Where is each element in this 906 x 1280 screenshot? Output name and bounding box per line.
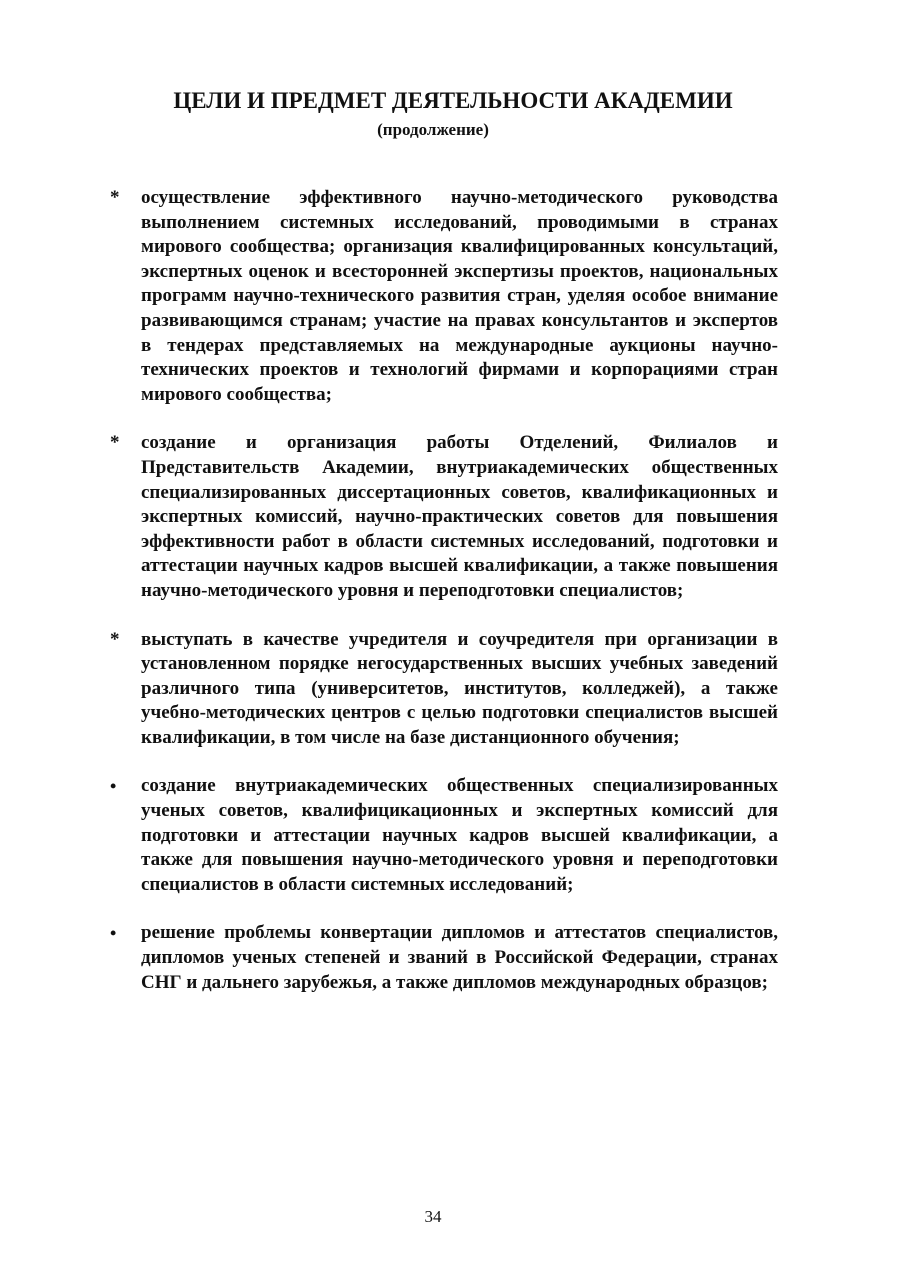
list-item <box>110 628 778 751</box>
list-item-text: решение проблемы конвертации дипломов и аттестатов специалистов, дипломов ученых степеней и званий в Российской Федерации, странах СНГ и дальнего зарубежья, а также дипломов международных образцов; <box>141 922 778 993</box>
page-number: 34 <box>424 1207 442 1226</box>
list-item-text: выступать в качестве учредителя и соучредителя при организации в установленном порядке негосударственных высших учебных заведений различного типа (университетов, институтов, колледжей), а также учебно-методических центров с целью подготовки специалистов высшей квалификации, в том числе на базе дистанционного обучения; <box>141 628 778 748</box>
asterisk-marker-icon: * <box>110 187 120 208</box>
asterisk-marker-icon: * <box>110 432 120 454</box>
list-item <box>110 431 778 603</box>
bullet-marker-icon: • <box>110 776 117 797</box>
list-item <box>110 186 778 407</box>
list-item-text: создание внутриакадемических общественных специализированных ученых советов, квалифицикационных и экспертных комиссий для подготовки и аттестации научных кадров высшей квалификации, а также для повышения научно-методического уровня и переподготовки специалистов в области системных исследований; <box>141 775 778 895</box>
page-title <box>0 86 906 116</box>
page-subtitle: (продолжение) <box>377 120 489 139</box>
page-title-text: ЦЕЛИ И ПРЕДМЕТ ДЕЯТЕЛЬНОСТИ АКАДЕМИИ <box>173 88 733 113</box>
bullet-marker-icon: • <box>110 923 117 944</box>
asterisk-marker-icon: * <box>110 628 120 650</box>
list-item-text: осуществление эффективного научно-методического руководства выполнением системных исследований, проводимыми в странах мирового сообщества; организация квалифицированных консультаций, экспертных оценок и всесторонней экспертизы проектов, национальных программ научно-технического развития стран, уделяя особое внимание развивающимся странам; участие на правах консультантов и экспертов в тендерах представляемых на международные аукционы научно-технических проектов и технологий фирмами и корпорациями стран мирового сообщества; <box>141 187 778 405</box>
list-item <box>110 774 778 897</box>
list-item <box>110 921 778 995</box>
list-item-text: создание и организация работы Отделений, Филиалов и Представительств Академии, внутриакадемических общественных специализированных диссертационных советов, квалификационных и экспертных комиссий, научно-практических советов для повышения эффективности работ в области системных исследований, подготовки и аттестации научных кадров высшей квалификации, а также повышения научно-методического уровня и переподготовки специалистов; <box>141 432 778 601</box>
goals-list <box>110 186 778 1019</box>
